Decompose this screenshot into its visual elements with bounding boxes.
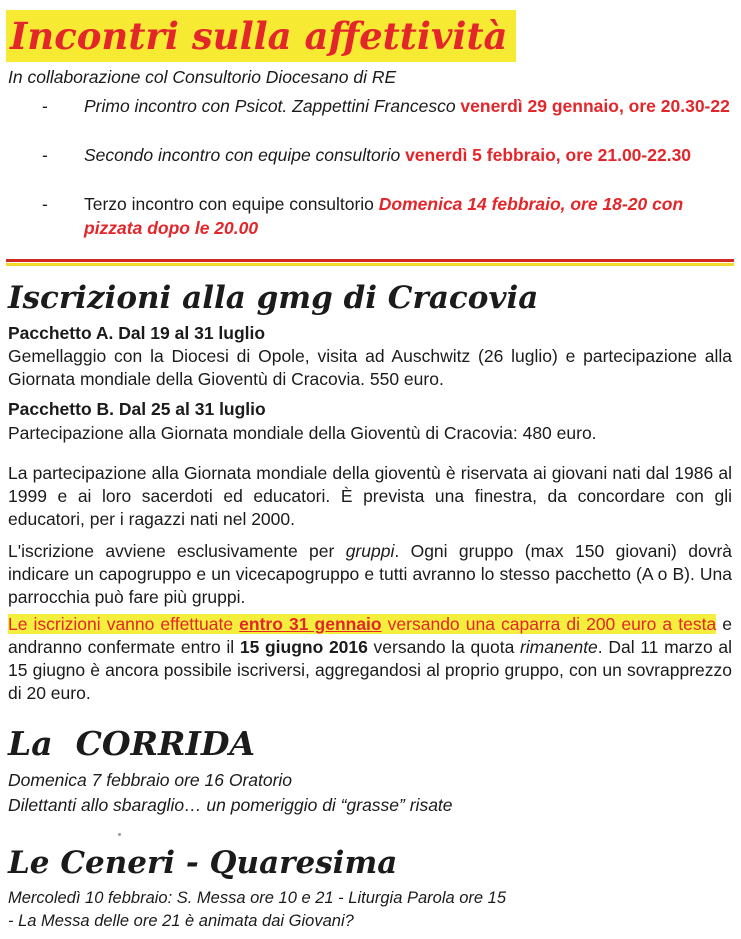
confirm-date: 15 giugno 2016 <box>239 637 368 657</box>
affettivita-title: Incontri sulla affettività <box>6 10 516 62</box>
speck <box>118 833 121 836</box>
dash-bullet: - <box>42 145 48 165</box>
meeting-item <box>42 94 732 118</box>
corrida-title: La CORRIDA <box>8 724 256 763</box>
package-b-title: Pacchetto B. Dal 25 al 31 luglio <box>8 399 266 419</box>
deadline-highlight: Le iscrizioni vanno effettuate entro 31 gennaio versando una caparra di 200 euro a testa <box>8 614 717 634</box>
ceneri-line-1: Mercoledì 10 febbraio: S. Messa ore 10 e 21 - Liturgia Parola ore 15 <box>8 889 507 907</box>
meeting-text: Secondo incontro con equipe consultorio <box>84 145 406 165</box>
dash-bullet: - <box>42 96 48 116</box>
meeting-item <box>42 143 732 167</box>
affettivita-intro: In collaborazione col Consultorio Diocesano di RE <box>8 67 397 87</box>
gmg-deadline-paragraph: Le iscrizioni vanno effettuate entro 31 gennaio versando una caparra di 200 euro a testa e andranno confermate entro il 15 giugno 2016 versando la quota rimanente. Dal 11 marzo al 15 giugno è ancora possibile iscriversi, aggregandosi al proprio gruppo, con un sovrapprezzo di 20 euro. <box>8 614 732 703</box>
ceneri-line-2: - La Messa delle ore 21 è animata dai Giovani? <box>8 912 354 930</box>
ceneri-title: Le Ceneri - Quaresima <box>8 845 398 881</box>
divider-yellow <box>6 263 734 266</box>
gmg-eligibility-paragraph: La partecipazione alla Giornata mondiale della gioventù è riservata ai giovani nati dal 1986 al 1999 e ai loro sacerdoti ed educatori. È prevista una finestra, da concordare con gli educatori, per i ragazzi nati nel 2000. <box>8 463 732 529</box>
meeting-text: Terzo incontro con equipe consultorio <box>84 194 379 214</box>
meeting-text: Primo incontro con Psicot. Zappettini Francesco <box>84 96 461 116</box>
gmg-title: Iscrizioni alla gmg di Cracovia <box>8 280 539 316</box>
package-b-text: Partecipazione alla Giornata mondiale della Gioventù di Cracovia: 480 euro. <box>8 423 597 443</box>
corrida-line-2: Dilettanti allo sbaraglio… un pomeriggio di “grasse” risate <box>8 795 453 815</box>
deadline-date: entro 31 gennaio <box>239 614 382 634</box>
corrida-line-1: Domenica 7 febbraio ore 16 Oratorio <box>8 770 293 790</box>
gmg-groups-paragraph: L'iscrizione avviene esclusivamente per gruppi. Ogni gruppo (max 150 giovani) dovrà indicare un capogruppo e un vicecapogruppo e tutti avranno lo stesso pacchetto (A o B). Una parrocchia può fare più gruppi. <box>8 541 733 607</box>
divider-red <box>6 259 734 262</box>
meeting-when: Domenica 14 febbraio, ore 18-20 con pizzata dopo le 20.00 <box>84 194 684 238</box>
package-a-title: Pacchetto A. Dal 19 al 31 luglio <box>8 323 266 343</box>
dash-bullet: - <box>42 194 48 214</box>
meeting-when: venerdì 29 gennaio, ore 20.30-22 <box>460 96 730 116</box>
meeting-when: venerdì 5 febbraio, ore 21.00-22.30 <box>405 145 692 165</box>
package-a-text: Gemellaggio con la Diocesi di Opole, visita ad Auschwitz (26 luglio) e partecipazione alla Giornata mondiale della Gioventù di Cracovia. 550 euro. <box>8 346 732 389</box>
meeting-item <box>42 192 732 240</box>
